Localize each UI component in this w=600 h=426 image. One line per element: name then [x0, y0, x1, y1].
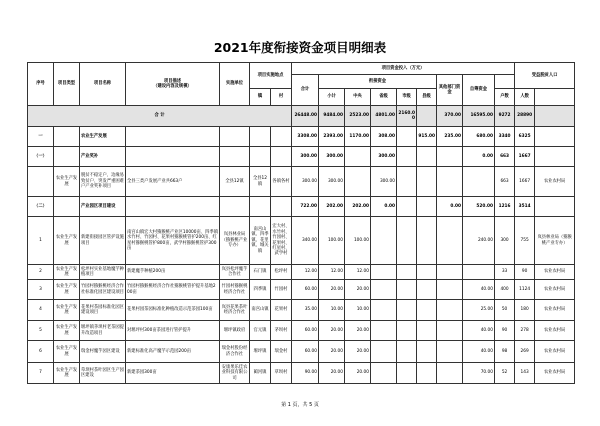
cell-county — [417, 147, 437, 167]
cell-pop: 3514 — [515, 197, 535, 217]
cell-name: 产业园区项目建设 — [80, 197, 126, 217]
cell-desc: 对堰坪村300亩茶园进行管护提升 — [126, 321, 220, 341]
summary-row — [28, 106, 575, 127]
cell-self: 520.00 — [463, 197, 495, 217]
cell-unit: 安康果乐佳农业科技有限公司 — [220, 363, 250, 384]
cell-type: 农业生产发展 — [54, 280, 80, 300]
summary-subtotal: 9484.00 — [319, 106, 345, 127]
cell-village: 草坝村 — [271, 363, 292, 384]
cell-name: 堰坪镇茅坝村老茶园提升改造项目 — [80, 321, 126, 341]
cell-central: 12.00 — [345, 265, 371, 280]
cell-self: 40.00 — [463, 280, 495, 300]
cell-town — [250, 147, 271, 167]
cell-total: 90.00 — [292, 363, 319, 384]
cell-seq: 7 — [28, 363, 54, 384]
cell-name: 新建衔接园区管护设施项目 — [80, 217, 126, 265]
cell-desc — [126, 127, 220, 147]
header-subtotal: 小计 — [319, 89, 345, 106]
summary-self-raised: 16595.00 — [463, 106, 495, 127]
cell-central — [345, 167, 371, 197]
cell-unit — [220, 147, 250, 167]
cell-total: 60.00 — [292, 341, 319, 363]
cell-unit: 岚县松坪魔芋合作社 — [220, 265, 250, 280]
table-row — [28, 341, 575, 363]
cell-pop: 1124 — [515, 280, 535, 300]
cell-pop: 180 — [515, 300, 535, 321]
header-other-dept: 其他部门资金 — [437, 75, 463, 106]
cell-type: 农业生产发展 — [54, 300, 80, 321]
cell-city — [397, 127, 417, 147]
cell-total: 60.00 — [292, 321, 319, 341]
header-place: 项目实施地点 — [250, 63, 292, 89]
cell-hh: 663 — [495, 167, 515, 197]
cell-unit: 岚县林业局（猕猴桃产业专办） — [220, 217, 250, 265]
cell-desc: 南宫山镇宏大村猕猴桃产业区10000亩、四季镇水竹村、竹园村、花果村猕猴桃管护200亩、红星村猕猴桃管护800亩，武学村猕猴桃管护300亩 — [126, 217, 220, 265]
header-central: 中央 — [345, 89, 371, 106]
cell-town — [250, 197, 271, 217]
cell-auth: 农业农村局 — [535, 363, 575, 384]
header-project-desc-sub: （建设内容及规模） — [153, 84, 192, 89]
cell-name: 草坝村茶叶园区生产园区建设 — [80, 363, 126, 384]
cell-type: 农业生产发展 — [54, 321, 80, 341]
header-total: 合计 — [292, 75, 319, 106]
cell-subtotal: 300.00 — [319, 167, 345, 197]
cell-pop: 1667 — [515, 147, 535, 167]
header-beneficiary: 受益脱贫人口 — [515, 63, 575, 89]
cell-other: 235.00 — [437, 127, 463, 147]
cell-self: 40.00 — [463, 341, 495, 363]
cell-town — [250, 127, 271, 147]
cell-type: 农业生产发展 — [54, 265, 80, 280]
cell-subtotal: 100.00 — [319, 217, 345, 265]
cell-desc: 花果村园茶园标准化种植改造示范茶园100亩 — [126, 300, 220, 321]
table-row — [28, 265, 575, 280]
cell-type: 农业生产发展 — [54, 363, 80, 384]
cell-city — [397, 300, 417, 321]
header-unit: 实施单位 — [220, 63, 250, 106]
summary-county — [417, 106, 437, 127]
cell-province: 300.00 — [371, 147, 397, 167]
cell-other — [437, 321, 463, 341]
cell-city — [397, 280, 417, 300]
cell-village: 各镇各村 — [271, 167, 292, 197]
table-row — [28, 127, 575, 147]
cell-total: 722.00 — [292, 197, 319, 217]
cell-other — [437, 217, 463, 265]
cell-desc: 新建茶园300亩 — [126, 363, 220, 384]
cell-pop: 6325 — [515, 127, 535, 147]
cell-hh: 300 — [495, 217, 515, 265]
cell-self: 680.00 — [463, 127, 495, 147]
cell-subtotal: 10.00 — [319, 300, 345, 321]
table-row — [28, 363, 575, 384]
page-footer: 第 1 页，共 5 页 — [281, 402, 319, 408]
cell-total: 300.00 — [292, 167, 319, 197]
cell-county — [417, 300, 437, 321]
header-project-type: 项目类型 — [54, 63, 80, 106]
cell-unit: 竹园村猕猴桃经济合作社 — [220, 280, 250, 300]
cell-other — [437, 265, 463, 280]
cell-seq: 2 — [28, 265, 54, 280]
cell-name: 竹园村猕猴桃经济合作社标准化园区建设项目 — [80, 280, 126, 300]
cell-unit: 岚县花果茶叶经济合作社 — [220, 300, 250, 321]
cell-auth — [535, 147, 575, 167]
cell-central — [345, 147, 371, 167]
cell-central: 20.00 — [345, 280, 371, 300]
header-seq: 序号 — [28, 63, 54, 106]
summary-city: 2160.00 — [397, 106, 417, 127]
cell-self: 25.00 — [463, 300, 495, 321]
cell-other — [437, 363, 463, 384]
cell-subtotal: 20.00 — [319, 280, 345, 300]
cell-hh: 400 — [495, 280, 515, 300]
cell-name: 瑞金村魔芋园区建设 — [80, 341, 126, 363]
cell-central: 100.00 — [345, 217, 371, 265]
cell-other — [437, 280, 463, 300]
cell-unit — [220, 127, 250, 147]
cell-village: 花果村 — [271, 300, 292, 321]
cell-other: 0.00 — [437, 197, 463, 217]
summary-authority — [535, 106, 575, 127]
cell-subtotal: 20.00 — [319, 363, 345, 384]
cell-city — [397, 363, 417, 384]
cell-pop: 143 — [515, 363, 535, 384]
header-village: 村 — [271, 89, 292, 106]
cell-province — [371, 321, 397, 341]
cell-unit — [220, 197, 250, 217]
cell-hh: 1216 — [495, 197, 515, 217]
cell-city — [397, 265, 417, 280]
header-project-desc — [126, 63, 220, 106]
cell-central: 20.00 — [345, 321, 371, 341]
cell-self — [463, 265, 495, 280]
cell-name: 产业奖补 — [80, 147, 126, 167]
cell-seq: （一） — [28, 147, 54, 167]
cell-province — [371, 341, 397, 363]
cell-village: 竹园村 — [271, 280, 292, 300]
cell-auth: 农业农村局 — [535, 341, 575, 363]
cell-hh: 3340 — [495, 127, 515, 147]
page-title: 2021年度衔接资金项目明细表 — [213, 40, 387, 55]
cell-hh: 52 — [495, 363, 515, 384]
cell-village: 茅坝村 — [271, 321, 292, 341]
cell-auth: 农业农村局 — [535, 321, 575, 341]
cell-town: 石门镇 — [250, 265, 271, 280]
cell-self — [463, 167, 495, 197]
cell-hh: 663 — [495, 147, 515, 167]
header-project-name: 项目名称 — [80, 63, 126, 106]
cell-town: 四季镇 — [250, 280, 271, 300]
header-self-raised: 自筹资金 — [463, 75, 495, 106]
summary-households: 9272 — [495, 106, 515, 127]
summary-central: 2523.00 — [345, 106, 371, 127]
table-row — [28, 147, 575, 167]
cell-other — [437, 167, 463, 197]
cell-hh: 90 — [495, 321, 515, 341]
cell-village: 瑞金村 — [271, 341, 292, 363]
cell-hh: 33 — [495, 265, 515, 280]
cell-village — [271, 197, 292, 217]
cell-self: 0.00 — [463, 147, 495, 167]
cell-central: 20.00 — [345, 363, 371, 384]
cell-other — [437, 147, 463, 167]
header-province: 省级 — [371, 89, 397, 106]
cell-town: 官元镇 — [250, 321, 271, 341]
cell-type — [54, 147, 80, 167]
header-households: 户数 — [495, 89, 515, 106]
cell-central: 10.00 — [345, 300, 371, 321]
cell-seq: 1 — [28, 217, 54, 265]
cell-county — [417, 280, 437, 300]
cell-hh: 50 — [495, 300, 515, 321]
cell-city — [397, 341, 417, 363]
cell-total: 340.00 — [292, 217, 319, 265]
summary-other-dept: 370.00 — [437, 106, 463, 127]
cell-province: 300.00 — [371, 167, 397, 197]
project-table — [27, 62, 575, 384]
cell-type: 农业生产发展 — [54, 167, 80, 197]
cell-county: 915.00 — [417, 127, 437, 147]
cell-other — [437, 300, 463, 321]
cell-province — [371, 280, 397, 300]
cell-town: 堰坪镇 — [250, 341, 271, 363]
cell-auth: 农业农村局 — [535, 167, 575, 197]
cell-seq: 4 — [28, 300, 54, 321]
table-row — [28, 197, 575, 217]
cell-town: 南宫山镇 — [250, 300, 271, 321]
table-row — [28, 167, 575, 197]
cell-county — [417, 321, 437, 341]
table-row — [28, 217, 575, 265]
cell-name: 农业生产发展 — [80, 127, 126, 147]
cell-other — [437, 341, 463, 363]
cell-town: 南宫山镇、四季镇、花里镇、城关镇 — [250, 217, 271, 265]
cell-total: 12.00 — [292, 265, 319, 280]
cell-county — [417, 265, 437, 280]
cell-pop: 755 — [515, 217, 535, 265]
cell-subtotal: 202.00 — [319, 197, 345, 217]
cell-auth: 农业农村局 — [535, 265, 575, 280]
table-row — [28, 321, 575, 341]
cell-village — [271, 127, 292, 147]
cell-hh: 98 — [495, 341, 515, 363]
cell-pop: 1667 — [515, 167, 535, 197]
cell-auth: 农业农村局 — [535, 300, 575, 321]
cell-pop: 278 — [515, 321, 535, 341]
cell-subtotal: 20.00 — [319, 341, 345, 363]
cell-pop: 269 — [515, 341, 535, 363]
cell-county — [417, 341, 437, 363]
cell-seq — [28, 167, 54, 197]
cell-self: 240.00 — [463, 217, 495, 265]
cell-county — [417, 167, 437, 197]
cell-town: 全县12镇 — [250, 167, 271, 197]
cell-desc: 竹园村猕猴桃经济合作社猕猴桃管护提升基地200亩 — [126, 280, 220, 300]
summary-population: 28890 — [515, 106, 535, 127]
cell-total: 3308.00 — [292, 127, 319, 147]
cell-name: 花果村茶园标准化园区建设项目 — [80, 300, 126, 321]
cell-pop: 90 — [515, 265, 535, 280]
cell-subtotal: 20.00 — [319, 321, 345, 341]
cell-county — [417, 197, 437, 217]
header-funds: 项目资金投入（万元） — [292, 63, 515, 75]
cell-province — [371, 363, 397, 384]
cell-subtotal: 2393.00 — [319, 127, 345, 147]
header-county: 县级 — [417, 89, 437, 106]
cell-county — [417, 217, 437, 265]
header-town: 镇 — [250, 89, 271, 106]
cell-desc: 新建标准化高产魔芋示范园200亩 — [126, 341, 220, 363]
header-city: 市级 — [397, 89, 417, 106]
summary-total: 26448.00 — [292, 106, 319, 127]
cell-province — [371, 265, 397, 280]
cell-central: 202.00 — [345, 197, 371, 217]
cell-name: 松坪村实业基地魔芋种植项目 — [80, 265, 126, 280]
cell-auth — [535, 127, 575, 147]
cell-province: 0.00 — [371, 197, 397, 217]
header-project-desc-text: 项目描述 — [163, 78, 182, 84]
cell-auth — [535, 197, 575, 217]
cell-town: 蔺河镇 — [250, 363, 271, 384]
cell-self: 40.00 — [463, 321, 495, 341]
cell-central: 20.00 — [345, 341, 371, 363]
cell-total: 300.00 — [292, 147, 319, 167]
cell-village: 宏大村、水竹村、竹园村、花果村、红星村、武学村 — [271, 217, 292, 265]
cell-desc: 新建魔芋种植200亩 — [126, 265, 220, 280]
cell-unit: 堰坪镇政府 — [220, 321, 250, 341]
cell-city — [397, 321, 417, 341]
cell-desc: 全县三类户发展产业共663户 — [126, 167, 220, 197]
cell-seq: 5 — [28, 321, 54, 341]
cell-type: 农业生产发展 — [54, 341, 80, 363]
cell-type — [54, 127, 80, 147]
cell-subtotal: 12.00 — [319, 265, 345, 280]
cell-type: 农业生产发展 — [54, 217, 80, 265]
cell-unit: 全县12镇 — [220, 167, 250, 197]
cell-city — [397, 217, 417, 265]
header-fiscal: 衔接资金 — [319, 75, 437, 89]
cell-seq: （二） — [28, 197, 54, 217]
cell-village: 松坪村 — [271, 265, 292, 280]
table-row — [28, 280, 575, 300]
cell-province — [371, 217, 397, 265]
cell-auth: 农业农村局 — [535, 280, 575, 300]
cell-total: 35.00 — [292, 300, 319, 321]
cell-type — [54, 197, 80, 217]
cell-desc — [126, 197, 220, 217]
cell-province: 308.00 — [371, 127, 397, 147]
cell-seq: 3 — [28, 280, 54, 300]
summary-province: 4801.00 — [371, 106, 397, 127]
cell-self: 70.00 — [463, 363, 495, 384]
cell-seq: 一 — [28, 127, 54, 147]
cell-city — [397, 147, 417, 167]
cell-subtotal: 300.00 — [319, 147, 345, 167]
cell-county — [417, 363, 437, 384]
cell-total: 60.00 — [292, 280, 319, 300]
cell-city — [397, 167, 417, 197]
cell-desc — [126, 147, 220, 167]
cell-province — [371, 300, 397, 321]
summary-label: 合 计 — [28, 106, 292, 127]
table-row — [28, 300, 575, 321]
cell-auth: 岚县林业局（猕猴桃产业专办） — [535, 217, 575, 265]
header-population: 人数 — [515, 89, 535, 106]
cell-name: 脱贫不稳定户、边缘易致贫户、突发严重困难户产业奖补项目 — [80, 167, 126, 197]
cell-seq: 6 — [28, 341, 54, 363]
cell-central: 1170.00 — [345, 127, 371, 147]
cell-village — [271, 147, 292, 167]
cell-city — [397, 197, 417, 217]
cell-unit: 瑞金村股份经济合作社 — [220, 341, 250, 363]
